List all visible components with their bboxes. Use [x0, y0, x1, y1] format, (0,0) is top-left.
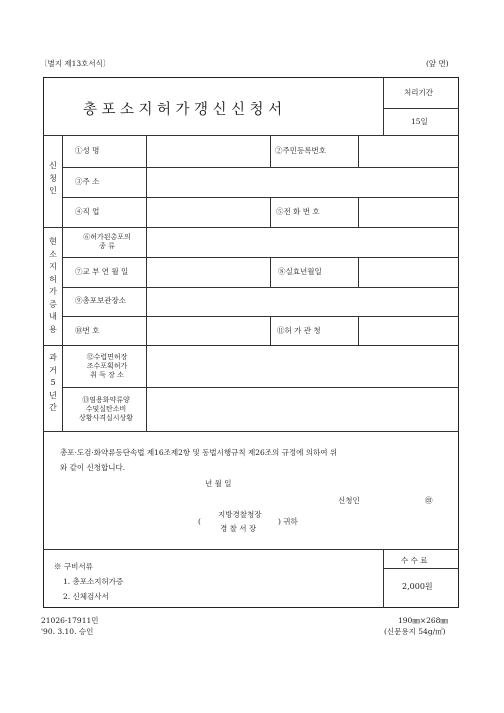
- required-document-2: 2. 신체검사서: [63, 592, 109, 601]
- hunting-license-field[interactable]: [148, 347, 457, 385]
- expiry-date-label: ⑧실효년월일: [278, 267, 322, 276]
- name-field[interactable]: [148, 137, 268, 165]
- name-label: ①성 명: [75, 146, 100, 155]
- gun-type-field[interactable]: [148, 229, 457, 255]
- required-documents-heading: ※ 구비서류: [54, 562, 93, 571]
- issuing-authority-field[interactable]: [360, 318, 457, 343]
- license-number-field[interactable]: [148, 318, 268, 343]
- recipient-official-1: 지방경찰청장: [218, 510, 262, 519]
- applicant-signature-label: 신청인: [338, 496, 360, 505]
- fee-value: 2,000원: [402, 582, 433, 591]
- phone-field[interactable]: [360, 199, 457, 225]
- address-label: ③주 소: [75, 177, 100, 186]
- recipient-official-2: 경 찰 서 장: [220, 524, 257, 533]
- paper-size: 190㎜×268㎜: [398, 616, 448, 625]
- applicant-signature-field[interactable]: [375, 492, 420, 506]
- issuing-authority-label: ⑪허 가 관 청: [277, 326, 321, 335]
- occupation-label: ④직 업: [75, 207, 100, 216]
- explosive-usage-field[interactable]: [148, 389, 457, 429]
- recipient-suffix: ) 귀하: [278, 517, 298, 526]
- storage-location-field[interactable]: [148, 289, 457, 314]
- license-number-label: ⑩번 호: [75, 326, 100, 335]
- gun-type-label: ⑥허가된총포의 종 류: [83, 233, 131, 250]
- issue-date-label: ⑦교 부 연 월 일: [75, 267, 129, 276]
- address-field[interactable]: [148, 169, 457, 195]
- required-document-1: 1. 총포소지허가증: [63, 577, 124, 586]
- date-label: 년 월 일: [205, 479, 232, 488]
- resident-number-label: ②주민등록번호: [275, 146, 326, 155]
- hunting-license-label: ⑫수렵면허장 조수포획허가 취 득 장 소: [86, 353, 128, 379]
- statement-line-2: 와 같이 신청합니다.: [60, 463, 126, 472]
- license-group-label: 현소지허가증내용: [49, 237, 57, 334]
- history-group-label: 과거5년간: [49, 353, 57, 412]
- form-title: 총포소지허가갱신신청서: [83, 102, 287, 118]
- expiry-date-field[interactable]: [360, 259, 457, 285]
- applicant-group-label: 신청인: [49, 161, 57, 195]
- processing-period-value: 15일: [411, 117, 428, 126]
- form-code: 21026-17911민: [41, 616, 99, 625]
- fee-label: 수 수 료: [401, 556, 428, 565]
- form-number-label: 〔별지 제13호서식〕: [40, 59, 111, 68]
- explosive-usage-label: ⑬염용화약류양 수및실탄소비 상황사격실시상황: [78, 396, 134, 422]
- seal-mark: ㊞: [425, 496, 433, 505]
- issue-date-field[interactable]: [148, 259, 268, 285]
- page-side-label: (앞 면): [426, 59, 449, 68]
- occupation-field[interactable]: [148, 199, 268, 225]
- processing-period-label: 처리기간: [404, 88, 433, 97]
- storage-location-label: ⑨총포보관장소: [75, 296, 126, 305]
- recipient-paren-open: (: [198, 517, 201, 526]
- statement-line-1: 총포·도검·화약류등단속법 제16조제2항 및 동법시행규칙 제26조의 규정에 의하여 위: [60, 448, 338, 457]
- phone-label: ⑤전 화 번 호: [276, 207, 320, 216]
- approval-date: '90. 3.10. 승인: [41, 627, 94, 636]
- paper-type: (신문용지 54g/㎡): [384, 627, 446, 636]
- resident-number-field[interactable]: [360, 137, 457, 165]
